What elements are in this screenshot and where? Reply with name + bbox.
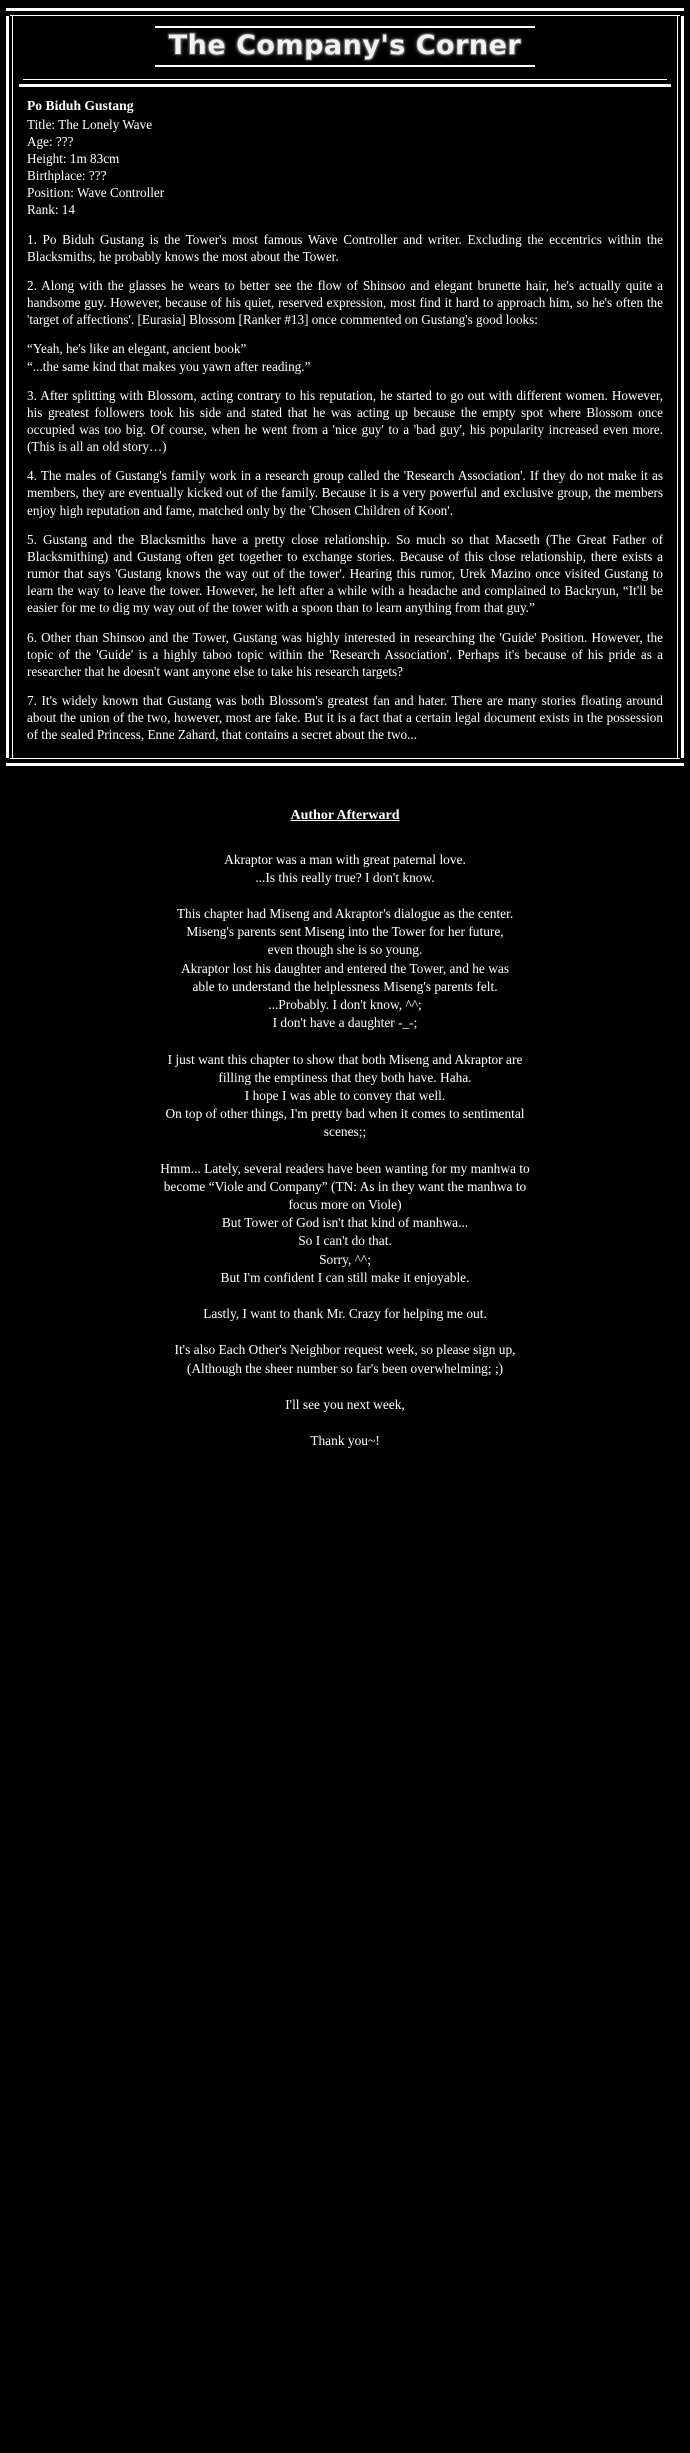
afterward-line: (Although the sheer number so far's been overwhelming; ;) [186,1360,504,1376]
afterward-line: I hope I was able to convey that well. [244,1087,446,1103]
afterward-line: I just want this chapter to show that both Miseng and Akraptor are [167,1051,523,1067]
afterward-block [20,1305,670,1323]
afterward-block [20,1432,670,1450]
body-paragraph: 6. Other than Shinsoo and the Tower, Gustang was highly interested in researching the 'Guide' Position. However, the topic of the 'Guide' is a highly taboo topic within the 'Research Association'. Perhaps it's because of his pride as a researcher that he doesn't want anyone else to take his research targets? [27,629,663,679]
author-afterward-section [0,766,690,1499]
afterward-block [20,905,670,1033]
profile-field: Position: Wave Controller [27,185,165,201]
profile-content [13,87,677,758]
body-paragraph: 4. The males of Gustang's family work in a research group called the 'Research Association'. If they do not make it as members, they are eventually kicked out of the family. Because it is a very powerful and exclusive group, the members enjoy high reputation and fame, matched only by the 'Chosen Children of Koon'. [27,468,663,518]
afterward-block [20,1051,670,1142]
frame-bottom-rule [6,763,684,766]
afterward-line: This chapter had Miseng and Akraptor's dialogue as the center. [176,905,514,921]
afterward-line: Miseng's parents sent Miseng into the Tower for her future, [186,924,504,940]
profile-field: Rank: 14 [27,202,75,218]
afterward-line: become “Viole and Company” (TN: As in they want the manhwa to [163,1178,527,1194]
afterward-line: focus more on Viole) [288,1197,402,1213]
afterward-line: I'll see you next week, [285,1396,405,1412]
afterward-block [20,851,670,887]
profile-section [0,0,690,766]
body-paragraph: 7. It's widely known that Gustang was both Blossom's greatest fan and hater. There are many stories floating around about the union of the two, however, most are fake. But it is a fact that a certain legal document exists in the possession of the sealed Princess, Enne Zahard, that contains a secret about the two... [27,693,663,743]
afterward-line: Lastly, I want to thank Mr. Crazy for helping me out. [203,1306,487,1322]
afterward-block [20,1396,670,1414]
bottom-padding [0,1498,690,1528]
afterward-block [20,1160,670,1288]
afterward-line: filling the emptiness that they both have. Haha. [218,1069,472,1085]
afterward-title: Author Afterward [290,807,400,823]
body-paragraph: 1. Po Biduh Gustang is the Tower's most famous Wave Controller and writer. Excluding the eccentrics within the Blacksmiths, he probably knows the most about the Tower. [27,231,663,264]
afterward-line: scenes;; [323,1124,367,1140]
afterward-line: Akraptor was a man with great paternal love. [224,851,466,867]
afterward-line: Sorry, ^^; [319,1251,371,1267]
afterward-line: ...Probably. I don't know, ^^; [268,997,422,1013]
page-title: The Company's Corner [155,26,535,67]
afterward-line: ...Is this really true? I don't know. [255,869,435,885]
profile-field: Age: ??? [27,133,74,149]
afterward-line: On top of other things, I'm pretty bad when it comes to sentimental [165,1106,525,1122]
character-name: Po Biduh Gustang [27,98,134,113]
body-paragraph: 5. Gustang and the Blacksmiths have a pretty close relationship. So much so that Macseth (The Great Father of Blacksmithing) and Gustang often get together to exchange stories. Because of this close relationship, there exists a rumor that says 'Gustang knows the way out of the tower'. Hearing this rumor, Urek Mazino once visited Gustang to learn the way to leave the tower. However, he left after a while with a headache and complained to Backryun, “It'll be easier for me to dig my way out of the tower with a spoon than to learn anything from that guy.” [27,531,663,616]
body-paragraph: 2. Along with the glasses he wears to better see the flow of Shinsoo and elegant brunette hair, he's actually quite a handsome guy. However, because of his quiet, reserved expression, most find it hard to approach him, so he's often the 'target of affections'. [Eurasia] Blossom [Ranker #13] once commented on Gustang's good looks: [27,277,663,328]
quote-line: “Yeah, he's like an elegant, ancient book” [27,341,247,357]
afterward-line: So I can't do that. [298,1233,392,1249]
afterward-line: But I'm confident I can still make it enjoyable. [220,1269,470,1285]
afterward-line: Hmm... Lately, several readers have been wanting for my manhwa to [160,1160,530,1176]
frame-inner [12,16,678,758]
quote-block [27,340,663,374]
afterward-line: I don't have a daughter -_-; [272,1015,418,1031]
profile-field: Birthplace: ??? [27,168,107,184]
afterward-line: It's also Each Other's Neighbor request week, so please sign up, [174,1342,516,1358]
afterward-line: Thank you~! [310,1433,380,1449]
profile-field: Height: 1m 83cm [27,150,120,166]
profile-field: Title: The Lonely Wave [27,116,153,132]
afterward-line: able to understand the helplessness Miseng's parents felt. [192,978,498,994]
afterward-line: Akraptor lost his daughter and entered the Tower, and he was [180,960,510,976]
frame-outer [6,16,684,758]
afterward-line: But Tower of God isn't that kind of manhwa... [221,1215,469,1231]
body-paragraph: 3. After splitting with Blossom, acting contrary to his reputation, he started to go out with different women. However, his greatest followers took his side and stated that he was acting up because the empty spot where Blossom once occupied was too big. Of course, when he went from a 'nice guy' to a 'bad guy', his popularity increased even more. (This is all an old story…) [27,387,663,455]
banner [13,16,677,79]
afterward-block [20,1341,670,1377]
quote-line: “...the same kind that makes you yawn after reading.” [27,358,311,374]
afterward-line: even though she is so young. [267,942,423,958]
